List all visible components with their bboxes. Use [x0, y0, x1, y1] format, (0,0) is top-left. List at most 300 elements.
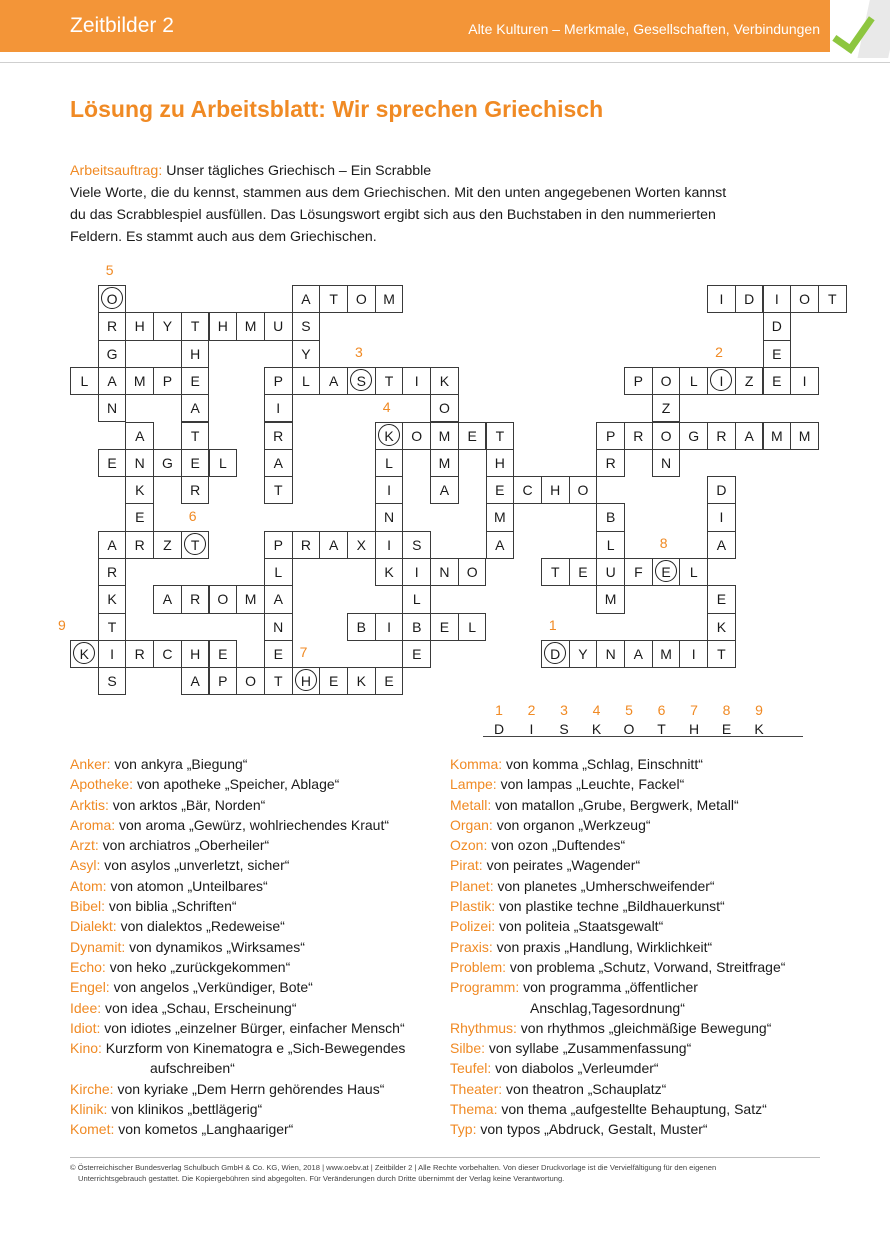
grid-cell — [430, 394, 459, 422]
solution-letter: K — [754, 721, 764, 737]
grid-letter: M — [383, 291, 395, 307]
grid-cell — [264, 312, 293, 340]
grid-cell — [153, 312, 182, 340]
grid-cell — [347, 667, 376, 695]
definition-word: Pirat: — [450, 857, 483, 874]
grid-letter: I — [802, 372, 807, 389]
grid-letter: T — [495, 427, 505, 444]
grid-letter: D — [716, 482, 727, 499]
grid-cell — [209, 449, 238, 477]
definition-text: von dynamikos „Wirksames“ — [125, 938, 305, 955]
grid-letter: P — [218, 673, 228, 690]
grid-cell — [763, 367, 792, 395]
grid-cell — [292, 667, 321, 695]
grid-letter: I — [719, 372, 724, 389]
definition-row — [450, 937, 785, 957]
definition-row — [70, 916, 405, 936]
grid-letter: Z — [744, 372, 754, 389]
grid-cell — [596, 503, 625, 531]
definition-text: von apotheke „Speicher, Ablage“ — [133, 776, 340, 793]
grid-letter: O — [577, 482, 589, 499]
grid-cell — [375, 422, 404, 450]
grid-cell — [707, 585, 736, 613]
grid-letter: G — [161, 454, 173, 471]
definition-text: von asylos „unverletzt, sicher“ — [100, 857, 290, 874]
task-line: Viele Worte, die du kennst, stammen aus dem Griechischen. Mit den unten angegebenen Worten kannst — [70, 185, 727, 201]
grid-letter: T — [329, 291, 338, 307]
grid-cell — [264, 667, 293, 695]
grid-letter: N — [134, 454, 145, 471]
grid-cell — [181, 640, 210, 668]
grid-cell — [707, 285, 736, 313]
grid-letter: E — [495, 482, 505, 499]
grid-cell — [98, 667, 127, 695]
grid-letter: E — [412, 645, 422, 662]
definition-text: von klinikos „bettlägerig“ — [107, 1101, 263, 1118]
grid-letter: I — [110, 645, 114, 662]
definition-row — [450, 1038, 785, 1058]
grid-letter: Y — [162, 318, 173, 335]
grid-cell — [181, 531, 210, 559]
grid-cell — [596, 585, 625, 613]
grid-letter: U — [273, 318, 284, 335]
page-title: Lösung zu Arbeitsblatt: Wir sprechen Griechisch — [70, 96, 604, 122]
definition-word: Dynamit: — [70, 938, 126, 955]
grid-cell — [181, 312, 210, 340]
footer-divider — [70, 1157, 820, 1158]
grid-letter: B — [605, 509, 616, 526]
definition-text: von ozon „Duftendes“ — [487, 837, 626, 854]
clue-number: 8 — [659, 535, 668, 551]
definition-word: Plastik: — [450, 898, 496, 915]
grid-cell — [181, 422, 210, 450]
grid-cell — [319, 285, 348, 313]
grid-letter: M — [798, 427, 811, 444]
grid-letter: T — [190, 536, 200, 553]
grid-letter: E — [439, 618, 450, 635]
grid-cell — [181, 340, 210, 368]
grid-cell — [319, 667, 348, 695]
definition-text: Anschlag,Tagesordnung“ — [530, 999, 685, 1016]
grid-cell — [735, 367, 764, 395]
definition-text: von typos „Abdruck, Gestalt, Muster“ — [476, 1121, 708, 1138]
definition-word: Teufel: — [450, 1060, 492, 1077]
grid-cell — [818, 285, 847, 313]
grid-cell — [569, 558, 598, 586]
definition-text: Kurzform von Kinematogra e „Sich-Bewegendes — [101, 1040, 406, 1057]
solution-number: 9 — [755, 702, 763, 718]
grid-cell — [319, 531, 348, 559]
definition-word: Silbe: — [450, 1040, 486, 1057]
definitions-right — [450, 754, 785, 1140]
grid-cell — [125, 476, 154, 504]
definition-word: Theater: — [450, 1080, 503, 1097]
definition-text: von syllabe „Zusammenfassung“ — [485, 1040, 692, 1057]
grid-cell — [402, 613, 431, 641]
grid-cell — [236, 667, 265, 695]
grid-letter: E — [107, 454, 117, 471]
definition-row — [450, 998, 785, 1018]
grid-letter: R — [273, 427, 284, 444]
grid-letter: I — [719, 509, 724, 526]
grid-cell — [153, 585, 182, 613]
grid-cell — [486, 476, 515, 504]
solution-number: 6 — [657, 702, 666, 718]
grid-letter: K — [384, 427, 394, 444]
grid-letter: H — [494, 454, 505, 471]
definition-word: Bibel: — [70, 898, 106, 915]
grid-letter: T — [717, 645, 726, 662]
definition-row — [70, 754, 405, 774]
definition-row — [70, 1058, 405, 1078]
definition-text: von lampas „Leuchte, Fackel“ — [496, 776, 685, 793]
definition-text: von heko „zurückgekommen“ — [105, 958, 291, 975]
grid-letter: A — [495, 536, 505, 553]
grid-cell — [624, 367, 653, 395]
definition-word: Praxis: — [450, 938, 493, 955]
grid-letter: T — [384, 372, 394, 389]
grid-letter: I — [774, 291, 779, 307]
grid-cell — [292, 367, 321, 395]
grid-letter: D — [744, 291, 755, 307]
grid-cell — [347, 613, 376, 641]
grid-cell — [236, 585, 265, 613]
definition-row — [450, 815, 785, 835]
grid-cell — [375, 285, 404, 313]
grid-letter: L — [302, 372, 310, 389]
definition-row — [450, 1018, 785, 1038]
grid-cell — [236, 312, 265, 340]
grid-cell — [541, 640, 570, 668]
definition-row — [70, 835, 405, 855]
grid-letter: R — [716, 427, 727, 444]
solution-number: 3 — [560, 702, 568, 718]
grid-cell — [652, 367, 681, 395]
grid-cell — [707, 367, 736, 395]
definition-text: von dialektos „Redeweise“ — [116, 918, 285, 935]
grid-cell — [292, 285, 321, 313]
grid-letter: H — [300, 673, 311, 690]
grid-cell — [402, 640, 431, 668]
grid-cell — [70, 640, 99, 668]
grid-cell — [596, 422, 625, 450]
grid-cell — [125, 640, 154, 668]
grid-cell — [98, 449, 127, 477]
grid-cell — [763, 312, 792, 340]
definition-text: von arktos „Bär, Norden“ — [108, 796, 266, 813]
grid-cell — [652, 640, 681, 668]
grid-letter: A — [301, 291, 311, 307]
solution-letter: O — [623, 721, 635, 737]
grid-letter: P — [273, 536, 283, 553]
grid-letter: N — [605, 645, 616, 662]
chapter-title: Alte Kulturen – Merkmale, Gesellschaften, Verbindungen — [468, 21, 820, 37]
grid-letter: Z — [661, 400, 671, 417]
definition-text: von praxis „Handlung, Wirklichkeit“ — [492, 938, 713, 955]
solution-number: 7 — [690, 702, 698, 718]
definition-text: von biblia „Schriften“ — [105, 898, 237, 915]
clue-number: 4 — [382, 398, 391, 415]
book-title: Zeitbilder 2 — [70, 14, 174, 37]
grid-cell — [763, 285, 792, 313]
grid-letter: L — [468, 618, 477, 635]
grid-cell — [486, 449, 515, 477]
grid-letter: P — [605, 427, 616, 444]
definition-row — [70, 1119, 405, 1139]
task-line: du das Scrabblespiel ausfüllen. Das Lösungswort ergibt sich aus den Buchstaben in den nummerierten — [70, 207, 716, 223]
grid-letter: E — [190, 372, 200, 389]
definition-word: Ozon: — [450, 837, 488, 854]
grid-letter: L — [385, 454, 393, 471]
grid-cell — [375, 367, 404, 395]
grid-cell — [679, 422, 708, 450]
definition-word: Aroma: — [70, 816, 116, 833]
grid-cell — [98, 585, 127, 613]
grid-cell — [98, 340, 127, 368]
definition-word: Metall: — [450, 796, 492, 813]
grid-letter: E — [772, 345, 782, 362]
grid-cell — [402, 367, 431, 395]
grid-cell — [125, 422, 154, 450]
definition-word: Problem: — [450, 958, 507, 975]
definition-word: Apotheke: — [70, 776, 134, 793]
grid-letter: S — [301, 318, 311, 335]
solution-letter: I — [529, 721, 534, 737]
definition-word: Rhythmus: — [450, 1019, 517, 1036]
grid-letter: I — [691, 645, 696, 662]
task-line: Feldern. Es stammt auch aus dem Griechischen. — [70, 229, 377, 245]
grid-letter: I — [387, 536, 391, 553]
grid-cell — [264, 558, 293, 586]
definition-word: Kirche: — [70, 1080, 114, 1097]
definition-row — [70, 1079, 405, 1099]
definition-word: Idee: — [70, 999, 102, 1016]
grid-cell — [707, 422, 736, 450]
grid-letter: O — [106, 291, 118, 307]
solution-letter: K — [591, 721, 602, 737]
definition-row — [450, 774, 785, 794]
grid-cell — [319, 367, 348, 395]
solution-number: 4 — [592, 702, 601, 718]
definition-text: von plastike techne „Bildhauerkunst“ — [495, 898, 725, 915]
grid-letter: K — [135, 482, 145, 499]
solution-letter: E — [721, 721, 732, 737]
definition-row — [70, 855, 405, 875]
grid-cell — [264, 531, 293, 559]
grid-cell — [707, 640, 736, 668]
grid-cell — [209, 640, 238, 668]
grid-cell — [98, 312, 127, 340]
definition-word: Atom: — [70, 877, 107, 894]
grid-letter: R — [134, 645, 145, 662]
footer — [70, 1162, 830, 1184]
grid-cell — [125, 312, 154, 340]
definition-word: Komet: — [70, 1121, 115, 1138]
grid-letter: K — [384, 564, 394, 580]
grid-cell — [292, 531, 321, 559]
grid-cell — [181, 394, 210, 422]
grid-cell — [209, 312, 238, 340]
grid-cell — [98, 531, 127, 559]
definition-text: von diabolos „Verleumder“ — [491, 1060, 659, 1077]
grid-letter: H — [134, 318, 145, 335]
grid-letter: E — [135, 509, 145, 526]
grid-letter: N — [106, 400, 118, 417]
definition-row — [450, 1119, 785, 1139]
grid-letter: E — [716, 591, 727, 608]
grid-letter: L — [412, 591, 421, 608]
grid-letter: C — [162, 645, 173, 662]
grid-letter: R — [106, 318, 118, 335]
definition-row — [70, 815, 405, 835]
grid-letter: O — [660, 427, 672, 444]
grid-letter: A — [135, 427, 145, 444]
grid-letter: P — [162, 372, 173, 389]
definition-row — [70, 896, 405, 916]
grid-letter: K — [356, 673, 367, 690]
grid-letter: M — [604, 591, 617, 608]
definition-word: Typ: — [450, 1121, 477, 1138]
grid-cell — [98, 367, 127, 395]
grid-cell — [596, 640, 625, 668]
grid-cell — [735, 285, 764, 313]
grid-letter: I — [276, 400, 281, 417]
definition-text: von kyriake „Dem Herrn gehörendes Haus“ — [113, 1080, 385, 1097]
definition-row — [70, 957, 405, 977]
grid-letter: A — [162, 591, 173, 608]
definition-text: von kometos „Langhaariger“ — [114, 1121, 294, 1138]
grid-cell — [790, 422, 819, 450]
grid-cell — [264, 394, 293, 422]
grid-cell — [458, 613, 487, 641]
grid-cell — [624, 422, 653, 450]
grid-cell — [402, 585, 431, 613]
grid-letter: R — [106, 564, 118, 580]
grid-cell — [264, 585, 293, 613]
definition-row — [450, 1079, 785, 1099]
clue-number: 1 — [548, 616, 557, 633]
definition-text: von atomon „Unteilbares“ — [106, 877, 268, 894]
definition-row — [70, 937, 405, 957]
grid-letter: K — [439, 372, 450, 389]
grid-cell — [735, 422, 764, 450]
grid-letter: M — [438, 454, 451, 471]
grid-letter: O — [466, 564, 478, 580]
solution-number: 8 — [722, 702, 731, 718]
clue-number: 9 — [58, 616, 66, 633]
definition-row — [70, 1038, 405, 1058]
grid-letter: Y — [578, 645, 588, 662]
grid-cell — [541, 558, 570, 586]
grid-letter: N — [660, 454, 672, 471]
grid-cell — [375, 503, 404, 531]
grid-cell — [375, 667, 404, 695]
grid-letter: A — [439, 482, 450, 499]
definition-word: Echo: — [70, 958, 106, 975]
grid-cell — [707, 613, 736, 641]
grid-letter: L — [80, 372, 89, 389]
grid-letter: A — [273, 591, 283, 608]
grid-letter: Y — [301, 345, 311, 362]
definition-text: von angelos „Verkündiger, Bote“ — [109, 979, 313, 996]
grid-cell — [181, 449, 210, 477]
grid-cell — [347, 531, 376, 559]
grid-cell — [264, 449, 293, 477]
definition-word: Thema: — [450, 1101, 498, 1118]
grid-letter: E — [772, 372, 782, 389]
grid-letter: M — [771, 427, 783, 444]
definition-word: Dialekt: — [70, 918, 117, 935]
grid-cell — [486, 503, 515, 531]
grid-letter: O — [438, 400, 450, 417]
definition-row — [70, 795, 405, 815]
grid-cell — [181, 476, 210, 504]
grid-cell — [347, 367, 376, 395]
definition-word: Polizei: — [450, 918, 496, 935]
definition-word: Komma: — [450, 756, 503, 772]
grid-letter: I — [414, 372, 419, 389]
grid-cell — [375, 558, 404, 586]
grid-letter: A — [273, 454, 283, 471]
solution-number: 5 — [625, 702, 633, 718]
grid-cell — [624, 640, 653, 668]
footer-line: Unterrichtsgebrauch gestattet. Die Kopiergebühren sind abgegolten. Für Veränderungen durch Dritte übernimmt der Verlag keine Verantwortung. — [78, 1174, 565, 1183]
grid-cell — [125, 449, 154, 477]
grid-letter: O — [411, 427, 423, 444]
grid-letter: L — [274, 564, 283, 580]
grid-cell — [153, 367, 182, 395]
grid-letter: E — [190, 454, 200, 471]
definition-word: Klinik: — [70, 1101, 108, 1118]
grid-cell — [707, 531, 736, 559]
grid-cell — [98, 613, 127, 641]
definition-row — [70, 774, 405, 794]
solution-number: 1 — [495, 702, 503, 718]
grid-letter: A — [328, 536, 339, 553]
grid-cell — [486, 422, 515, 450]
grid-cell — [375, 476, 404, 504]
grid-letter: R — [190, 482, 201, 499]
grid-letter: K — [107, 591, 117, 608]
grid-letter: T — [827, 291, 837, 307]
solution-letter: D — [493, 721, 505, 737]
grid-letter: H — [550, 482, 561, 499]
grid-letter: U — [605, 564, 616, 580]
solution-letter: T — [657, 721, 666, 737]
grid-letter: S — [107, 673, 117, 690]
definition-text: von problema „Schutz, Vorwand, Streitfrage“ — [506, 958, 786, 975]
definition-row — [450, 835, 785, 855]
grid-cell — [652, 558, 681, 586]
grid-cell — [596, 531, 625, 559]
grid-cell — [292, 312, 321, 340]
grid-letter: M — [660, 645, 672, 662]
definition-text: von komma „Schlag, Einschnitt“ — [502, 756, 703, 772]
grid-letter: L — [606, 536, 615, 553]
grid-cell — [153, 449, 182, 477]
definition-text: von politeia „Staatsgewalt“ — [495, 918, 664, 935]
grid-letter: D — [550, 645, 561, 662]
definition-row — [450, 795, 785, 815]
definition-word: Idiot: — [70, 1019, 101, 1036]
grid-letter: A — [744, 427, 754, 444]
definition-word: Anker: — [70, 756, 111, 772]
solution-letter: S — [559, 721, 569, 737]
grid-cell — [569, 640, 598, 668]
definition-text: von matallon „Grube, Bergwerk, Metall“ — [491, 796, 739, 813]
grid-letter: A — [633, 645, 644, 662]
grid-letter: M — [438, 427, 451, 444]
